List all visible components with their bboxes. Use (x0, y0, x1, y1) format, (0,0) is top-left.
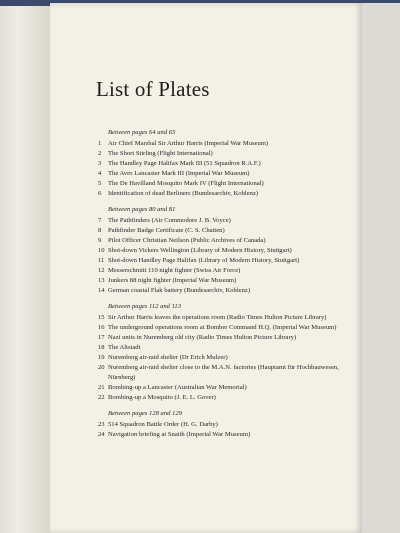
plate-caption: The Avro Lancaster Mark III (Imperial War Museum) (108, 170, 250, 177)
book-page (50, 3, 362, 533)
plate-number: 24 (98, 431, 105, 438)
plate-number: 18 (98, 344, 105, 351)
plate-number: 6 (98, 190, 102, 197)
plate-caption: Sir Arthur Harris leaves the operations room (Radio Times Hulton Picture Library) (108, 314, 327, 321)
plate-entry (98, 323, 360, 333)
plate-number: 17 (98, 334, 105, 341)
plate-number: 9 (98, 237, 102, 244)
plates-section (98, 302, 360, 403)
plate-caption: The Altstadt (108, 344, 141, 351)
section-heading: Between pages 128 and 129 (108, 410, 182, 417)
plate-entry (98, 333, 360, 343)
plates-section (98, 409, 360, 440)
plate-entry (98, 363, 360, 383)
plate-caption: The Pathfinders (Air Commodore J. B. Voyce) (108, 217, 231, 224)
plate-number: 12 (98, 267, 105, 274)
plate-number: 22 (98, 394, 105, 401)
plate-number: 20 (98, 364, 105, 371)
plate-caption: Pathfinder Badge Certificate (C. S. Chatten) (108, 227, 225, 234)
plate-entry (98, 420, 360, 430)
plate-entry (98, 236, 360, 246)
plate-number: 10 (98, 247, 105, 254)
plate-entry (98, 246, 360, 256)
plate-caption: Nazi units in Nuremberg old city (Radio Times Hulton Picture Library) (108, 334, 297, 341)
section-heading: Between pages 64 and 65 (108, 129, 176, 136)
plate-entry (98, 276, 360, 286)
plate-caption: Pilot Officer Christian Neilson (Public Archives of Canada) (108, 237, 266, 244)
plate-number: 19 (98, 354, 105, 361)
plate-entry (98, 149, 360, 159)
plate-caption: 514 Squadron Battle Order (H. G. Darby) (108, 421, 218, 428)
section-heading: Between pages 112 and 113 (108, 303, 182, 310)
plate-caption: The Short Stirling (Flight International) (108, 150, 213, 157)
plate-number: 3 (98, 160, 102, 167)
plate-number: 2 (98, 150, 102, 157)
plate-number: 11 (98, 257, 105, 264)
plate-entry (98, 216, 360, 226)
plate-caption: Air Chief Marshal Sir Arthur Harris (Imperial War Museum) (108, 140, 269, 147)
plate-entry (98, 343, 360, 353)
page-edge-background (362, 3, 400, 533)
plate-caption: Identification of dead Berliners (Bundesarchiv, Koblenz) (108, 190, 259, 197)
plate-number: 5 (98, 180, 102, 187)
plate-number: 8 (98, 227, 102, 234)
plate-number: 23 (98, 421, 105, 428)
plate-caption: German coastal Flak battery (Bundesarchiv, Koblenz) (108, 287, 251, 294)
plate-number: 16 (98, 324, 105, 331)
plate-caption: The underground operations room at Bomber Command H.Q. (Imperial War Museum) (108, 324, 337, 331)
plate-caption: Shot-down Vickers Wellington (Library of Modern History, Stuttgart) (108, 247, 292, 254)
plate-number: 21 (98, 384, 105, 391)
plate-entry (98, 266, 360, 276)
plate-caption: The De Havilland Mosquito Mark IV (Flight International) (108, 180, 264, 187)
plate-number: 15 (98, 314, 105, 321)
plate-entry (98, 159, 360, 169)
plate-number: 7 (98, 217, 102, 224)
plate-caption: Shot-down Handley Page Halifax (Library of Modern History, Stuttgart) (108, 257, 300, 264)
page-title: List of Plates (96, 77, 210, 101)
plate-caption: Navigation briefing at Snaith (Imperial War Museum) (108, 431, 251, 438)
plate-number: 4 (98, 170, 102, 177)
plate-entry (98, 139, 360, 149)
plate-entry (98, 313, 360, 323)
plate-caption: Nuremberg air-raid shelter (Dr Erich Mulzer) (108, 354, 228, 361)
plate-caption: Bombing-up a Lancaster (Australian War Memorial) (108, 384, 247, 391)
plate-caption: The Handley Page Halifax Mark III (51 Squadron R.A.F.) (108, 160, 261, 167)
plate-caption: Messerschmitt 110 night fighter (Swiss Air Force) (108, 267, 241, 274)
plate-number: 14 (98, 287, 105, 294)
plate-number: 13 (98, 277, 105, 284)
plate-entry (98, 169, 360, 179)
plate-entry (98, 383, 360, 393)
book-gutter (0, 0, 52, 533)
plate-entry (98, 226, 360, 236)
plates-section (98, 205, 360, 296)
plate-caption: Junkers 88 night fighter (Imperial War Museum) (108, 277, 237, 284)
plate-entry (98, 179, 360, 189)
plate-entry (98, 393, 360, 403)
plate-caption: Bombing-up a Mosquito (J. E. L. Gover) (108, 394, 216, 401)
plate-entry (98, 286, 360, 296)
plates-list (98, 128, 360, 446)
plates-section (98, 128, 360, 199)
plate-entry (98, 430, 360, 440)
plate-number: 1 (98, 140, 102, 147)
plate-entry (98, 189, 360, 199)
plate-entry (98, 256, 360, 266)
plate-caption: Nuremberg air-raid shelter close to the M.A.N. factories (Hauptamt für Hochbauwesen, Nürnberg) (108, 364, 339, 381)
section-heading: Between pages 80 and 81 (108, 206, 176, 213)
plate-entry (98, 353, 360, 363)
